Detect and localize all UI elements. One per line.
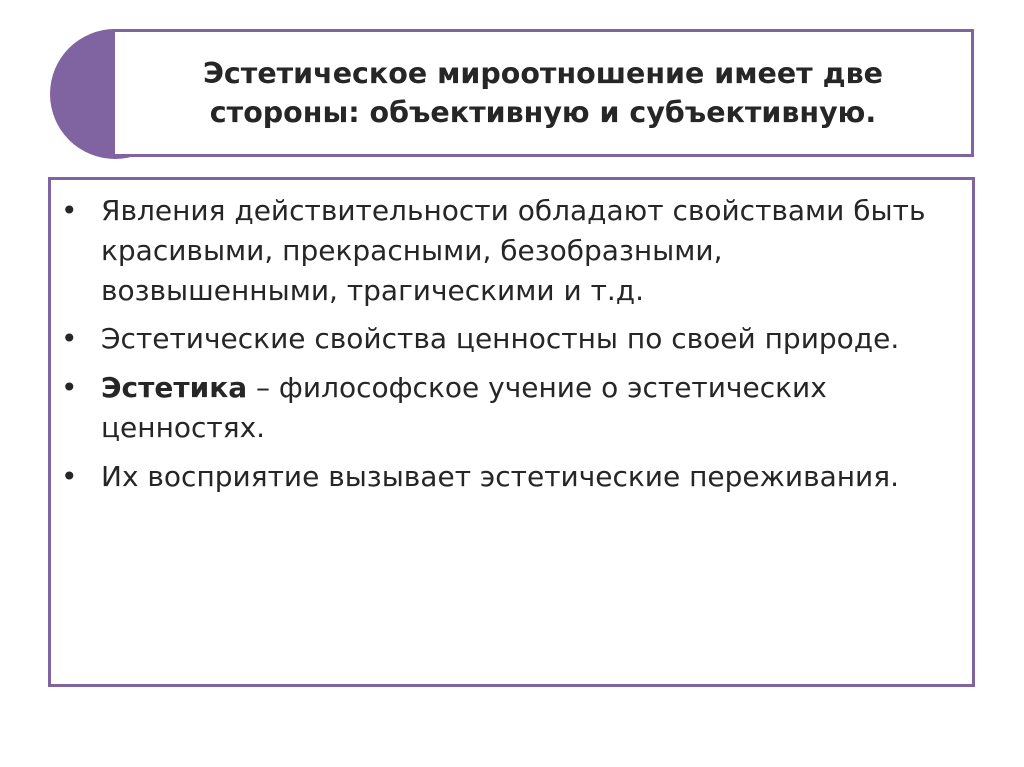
- bullet-icon: •: [61, 371, 78, 404]
- content-box: [48, 177, 975, 687]
- bullet-item: [61, 319, 958, 359]
- bullet-text: Явления действительности обладают свойствами быть красивыми, прекрасными, безобразными, возвышенными, трагическими и т.д.: [101, 194, 926, 307]
- title-box: [112, 29, 974, 157]
- slide-title: Эстетическое мироотношение имеет две стороны: объективную и субъективную.: [203, 56, 883, 129]
- bullet-item: [61, 457, 958, 497]
- bullet-icon: •: [61, 459, 78, 493]
- bullet-text: – философское учение о эстетических ценностях.: [101, 371, 827, 444]
- bullet-text: Их восприятие вызывает эстетические переживания.: [101, 459, 899, 493]
- bullet-icon: •: [61, 194, 78, 227]
- bullet-item: [61, 368, 958, 448]
- bullet-term: Эстетика: [101, 371, 248, 404]
- bullet-icon: •: [61, 322, 78, 356]
- bullet-list: [61, 191, 958, 496]
- bullet-text: Эстетические свойства ценностны по своей природе.: [101, 322, 900, 356]
- bullet-item: [61, 191, 958, 310]
